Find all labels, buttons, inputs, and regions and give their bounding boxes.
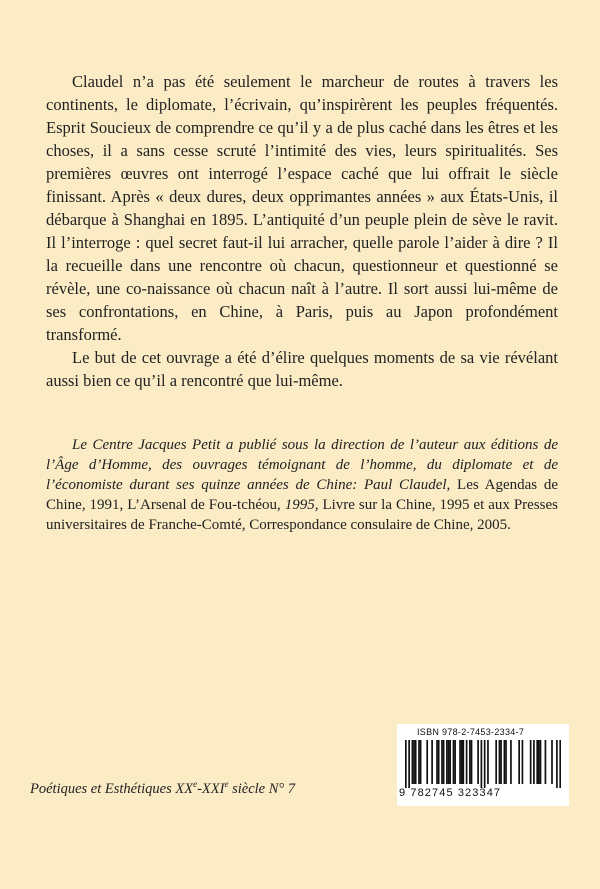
barcode-bar	[405, 740, 407, 788]
barcode-bar	[418, 740, 420, 784]
barcode-bar	[477, 740, 479, 784]
blurb-paragraph-2: Le but de cet ouvrage a été d’élire quelques moments de sa vie révélant aussi bien ce qu’il a rencontré que lui-même.	[46, 348, 558, 390]
series-mid: -XXI	[197, 781, 225, 797]
blurb-paragraph-1: Claudel n’a pas été seulement le marcheur de routes à travers les continents, le diplomate, l’écrivain, qu’inspirèrent les peuples fréquentés. Esprit Soucieux de comprendre ce qu’il y a de plus caché dans les êtres et les choses, il a sans cesse scruté l’intimité des vies, leurs spiritualités. Ses premières œuvres ont interrogé l’espace caché que lui offrait le siècle finissant. Après « deux dures, deux opprimantes années » aux États-Unis, il débarque à Shanghai en 1895. L’antiquité d’un peuple plein de sève le ravit. Il l’interroge : quel secret faut-il lui arracher, quelle parole l’aider à dire ? Il la recueille dans une rencontre où chacun, questionneur et questionné se révèle, une co-naissance où chacun naît à l’autre. Il sort aussi lui-même de ses confrontations, en Chine, à Paris, puis au Japon profondément transformé.	[46, 72, 558, 344]
barcode-bar	[484, 740, 486, 788]
barcode-bar	[504, 740, 506, 784]
barcode-bar	[436, 740, 438, 784]
barcode-bar	[431, 740, 433, 784]
barcode-bar	[538, 740, 540, 784]
barcode-bar	[495, 740, 497, 784]
barcode-bar	[487, 740, 489, 784]
barcode-bar	[499, 740, 501, 784]
barcode-bar	[426, 740, 428, 784]
barcode-bar	[545, 740, 547, 784]
barcode-bar	[481, 740, 483, 788]
series-suffix: siècle N° 7	[228, 781, 296, 797]
note-year-2: 1995,	[284, 497, 319, 513]
publications-note-text	[46, 435, 558, 535]
publications-note	[46, 435, 558, 535]
series-prefix: Poétiques et Esthétiques XX	[30, 781, 194, 797]
barcode-bar	[505, 740, 507, 784]
barcode-bar	[469, 740, 471, 784]
barcode-bar	[454, 740, 456, 784]
barcode-bar	[471, 740, 473, 784]
barcode-bar	[462, 740, 464, 784]
barcode-bar	[453, 740, 455, 784]
barcode-bar	[412, 740, 414, 784]
barcode-bar	[459, 740, 461, 784]
note-title-1: Les Agendas de Chine, 1991, L’Arsenal de Fou-tchéou,	[46, 477, 558, 513]
barcode-bar	[530, 740, 532, 784]
isbn-label: ISBN 978-2-7453-2334-7	[417, 727, 525, 737]
barcode-bars	[405, 740, 561, 788]
barcode-bar	[408, 740, 410, 788]
barcode-bar	[559, 740, 561, 788]
barcode-bar	[461, 740, 463, 784]
barcode-bar	[438, 740, 440, 784]
barcode-bar	[413, 740, 415, 784]
barcode-bar	[441, 740, 443, 784]
barcode-bar	[556, 740, 558, 788]
note-title-3: Livre sur la Chine, 1995 et aux Presses universitaires de Franche-Comté, Correspondance consulaire de Chine, 2005.	[46, 497, 558, 533]
barcode-bar	[518, 740, 520, 784]
series-title	[30, 781, 295, 798]
barcode-bar	[466, 740, 468, 784]
blurb	[46, 70, 558, 392]
barcode-bar	[448, 740, 450, 784]
isbn-barcode	[397, 724, 569, 806]
barcode-bar	[536, 740, 538, 784]
barcode-bar	[533, 740, 535, 784]
barcode-digits: 9 782745 323347	[399, 787, 502, 799]
barcode-bar	[500, 740, 502, 784]
barcode-bar	[443, 740, 445, 784]
barcode-bar	[449, 740, 451, 784]
barcode-bar	[420, 740, 422, 784]
barcode-bar	[522, 740, 524, 784]
barcode-bar	[446, 740, 448, 784]
note-intro: Le Centre Jacques Petit a publié sous la direction de l’auteur aux éditions de l’Âge d’Homme, des ouvrages témoignant de l’homme, du diplomate et de l’économiste durant ses quinze années de Chine: Paul Claudel,	[46, 437, 558, 493]
barcode-bar	[510, 740, 512, 784]
barcode-bar	[415, 740, 417, 784]
series-sup-2: e	[224, 779, 229, 790]
barcode-bar	[540, 740, 542, 784]
series-sup-1: e	[193, 779, 198, 790]
barcode-bar	[551, 740, 553, 784]
